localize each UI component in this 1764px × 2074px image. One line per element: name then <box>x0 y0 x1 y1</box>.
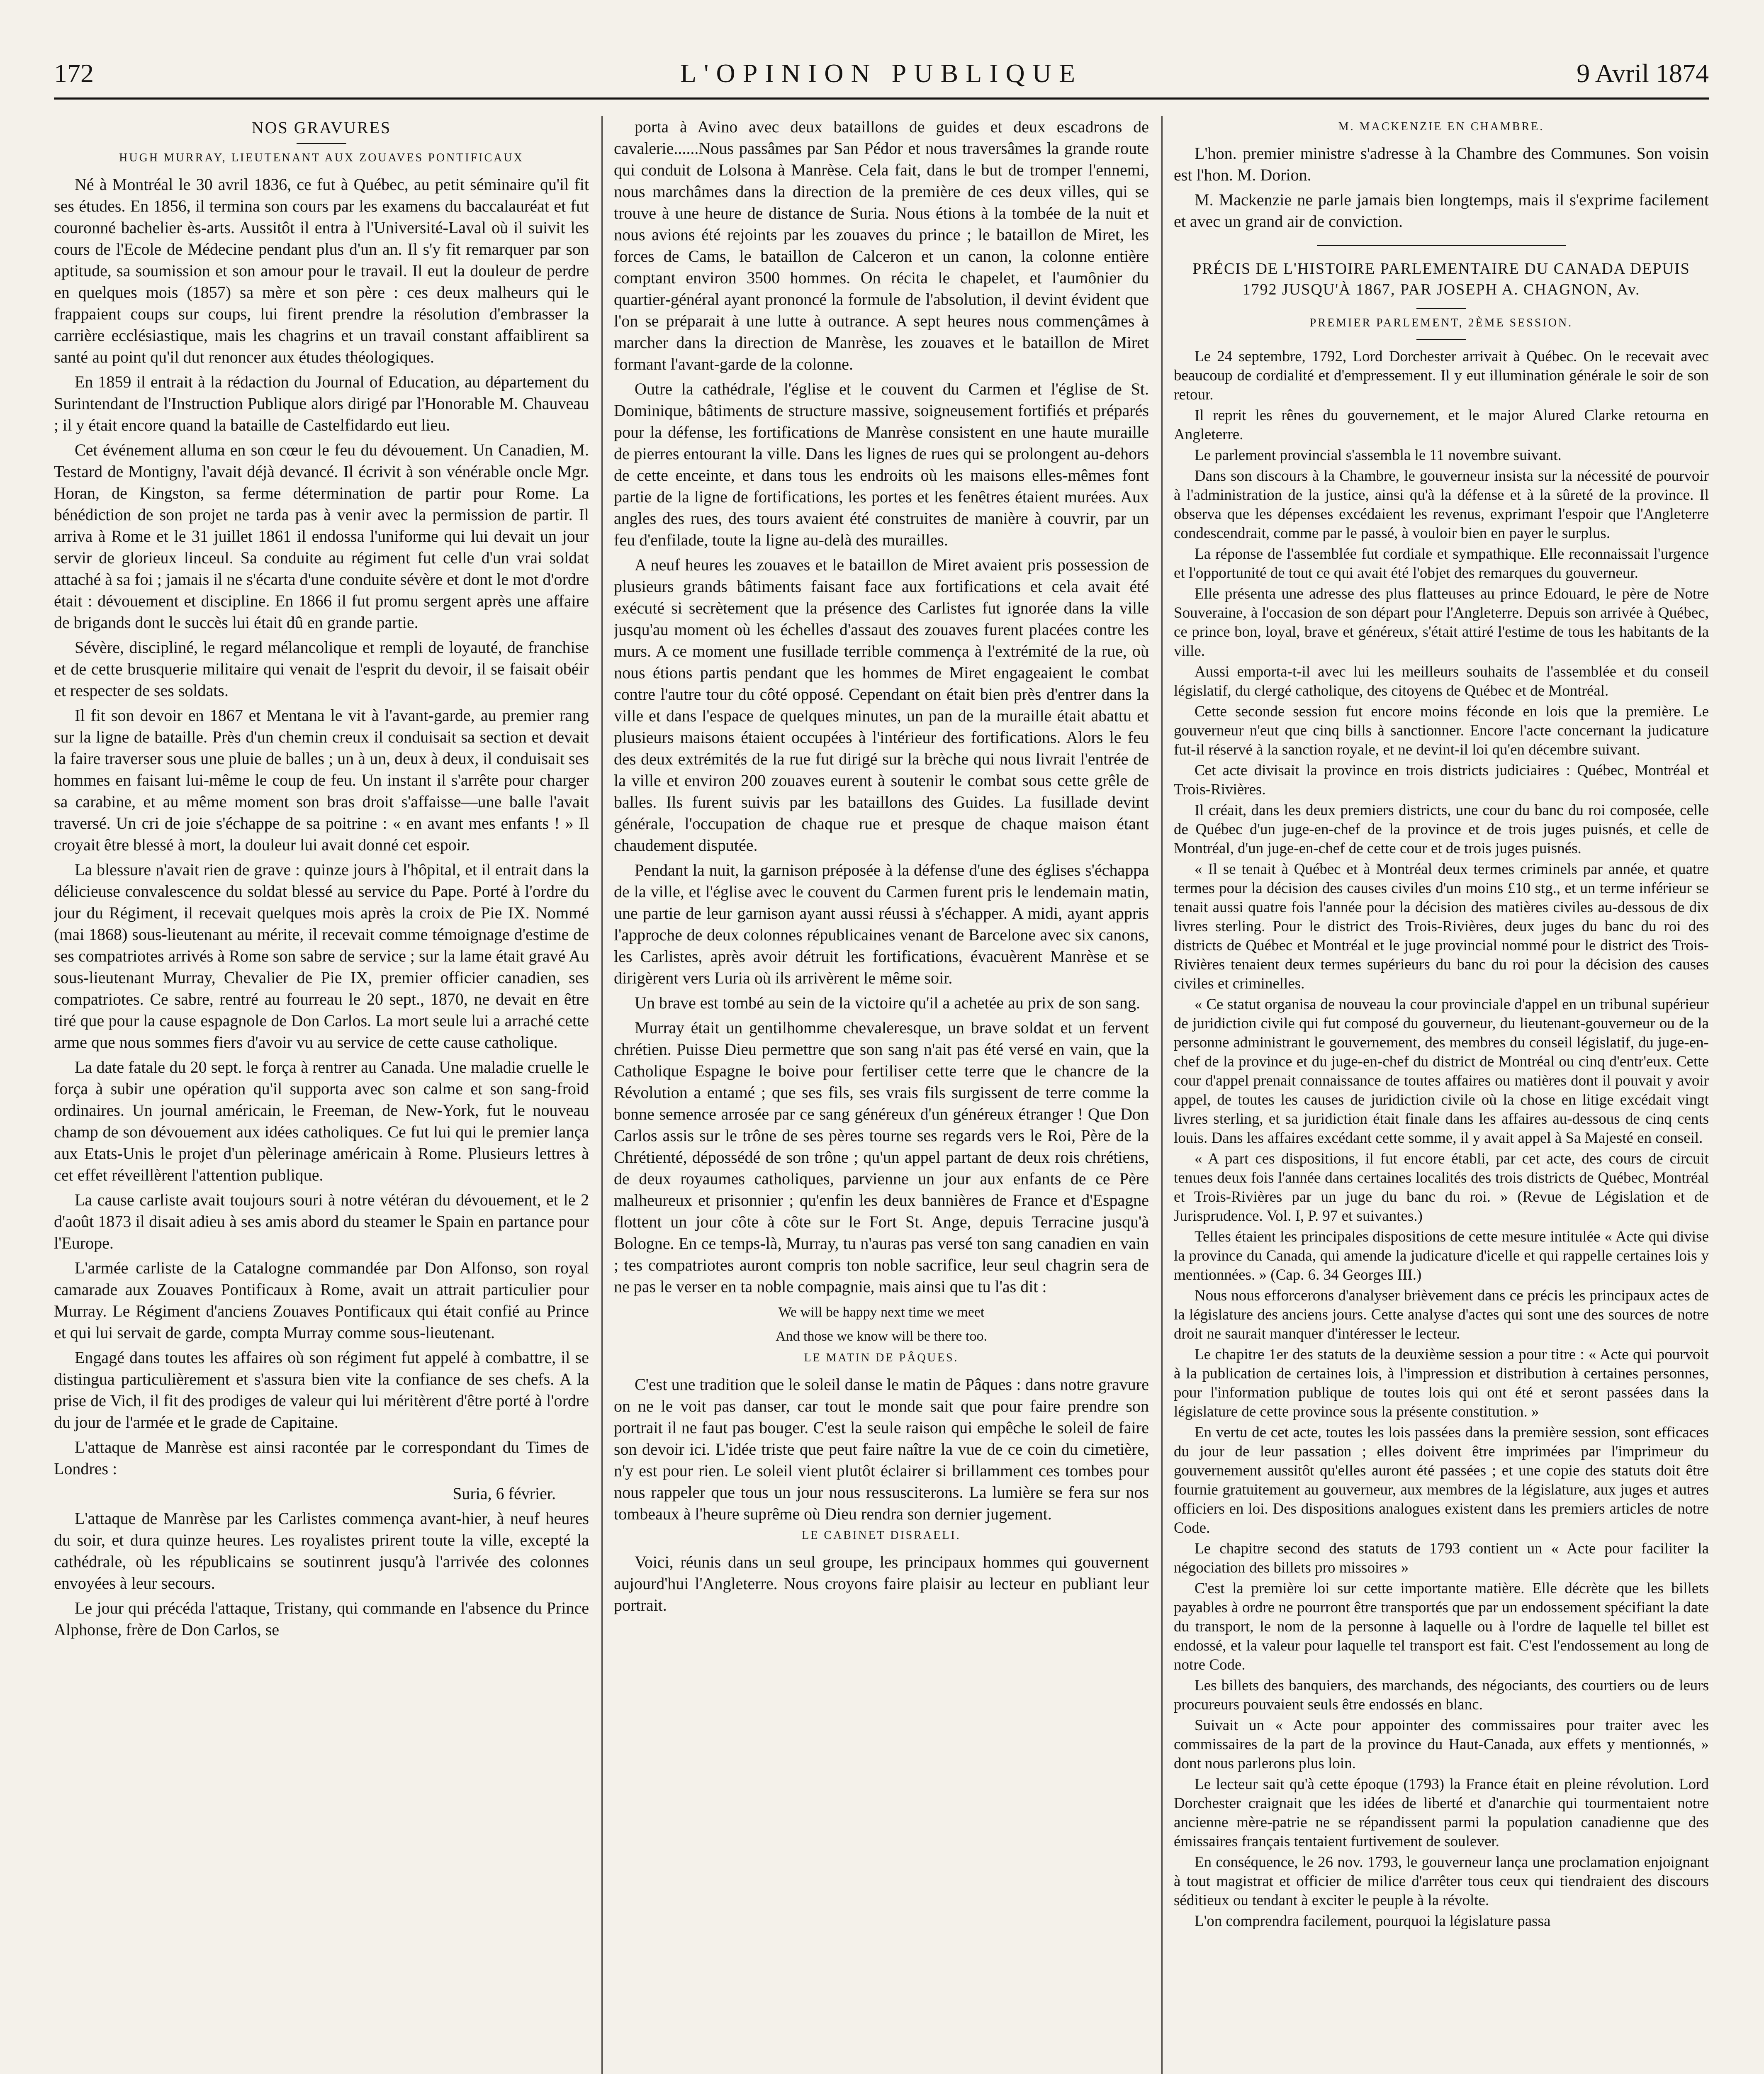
newspaper-title: L'OPINION PUBLIQUE <box>680 58 1083 88</box>
article-paragraph: L'armée carliste de la Catalogne commandée par Don Alfonso, son royal camarade aux Zouaves Pontificaux à Rome, avait un attrait particulier pour Murray. Le Régiment d'anciens Zouaves Pontificaux qui était confié au Prince et qui lui servait de garde, compta Murray comme sous-lieutenant. <box>54 1259 589 1342</box>
article-paragraph: Cet acte divisait la province en trois districts judiciaires : Québec, Montréal et Trois-Rivières. <box>1174 762 1709 798</box>
article-paragraph: Un brave est tombé au sein de la victoire qu'il a achetée au prix de son sang. <box>635 993 1141 1012</box>
article-heading: LE MATIN DE PÂQUES. <box>804 1351 959 1364</box>
article-body <box>1174 143 1709 232</box>
article-paragraph: Les billets des banquiers, des marchands, des négociants, des courtiers ou de leurs procureurs pouvaient seuls être endossés en blanc. <box>1174 1677 1709 1713</box>
article-paragraph: Elle présenta une adresse des plus flatteuses au prince Edouard, le père de Notre Souveraine, à l'occasion de son départ pour l'Angleterre. Depuis son arrivée à Québec, ce prince bon, loyal, brave et généreux, s'était attiré l'estime de tous les habitants de la ville. <box>1174 585 1709 660</box>
article-paragraph: M. Mackenzie ne parle jamais bien longtemps, mais il s'exprime facilement et avec un grand air de conviction. <box>1174 190 1709 231</box>
article-paragraph: Il créait, dans les deux premiers districts, une cour du banc du roi composée, celle de Québec d'un juge-en-chef de la province et de trois juges puisnés, et celle de Montréal, d'un juge-en-chef de cette cour et de trois juges puisnés. <box>1174 802 1709 857</box>
article-paragraph: La réponse de l'assemblée fut cordiale et sympathique. Elle reconnaissait l'urgence et l'opportunité de tout ce qui avait été l'objet des remarques du gouverneur. <box>1174 545 1709 582</box>
article-paragraph: Voici, réunis dans un seul groupe, les principaux hommes qui gouvernent aujourd'hui l'Angleterre. Nous croyons faire plaisir au lecteur en publiant leur portrait. <box>614 1553 1149 1614</box>
columns <box>54 116 1709 2074</box>
article-paragraph: La blessure n'avait rien de grave : quinze jours à l'hôpital, et il entrait dans la délicieuse convalescence du soldat blessé au service du Pape. Porté à l'ordre du jour du Régiment, il recevait quelques mois après la croix de Pie IX. Nommé (mai 1868) sous-lieutenant au mérite, il recevait comme témoignage d'estime de ses compatriotes arrivés à Rome son sabre de service ; sur la lame était gravé Au sous-lieutenant Murray, Chevalier de Pie IX, premier officier canadien, ses compatriotes. Ce sabre, rentré au fourreau le 20 sept., 1870, ne devait en être tiré que pour la cause espagnole de Don Carlos. La mort seule lui a arraché cette arme que nous sommes fiers d'avoir vu au service de cette cause catholique. <box>54 860 589 1052</box>
article-paragraph: L'attaque de Manrèse est ainsi racontée par le correspondant du Times de Londres : <box>54 1438 589 1478</box>
article-paragraph: « Il se tenait à Québec et à Montréal deux termes criminels par année, et quatre termes pour la décision des causes civiles d'un moins £10 stg., et un terme inférieur se tenait aussi quatre fois l'année pour la décision des matières civiles au-dessous de dix livres sterling. Pour le district des Trois-Rivières, deux juges du banc du roi des districts de Québec et Montréal et le juge provincial nommé pour le district des Trois-Rivières tenaient deux termes supérieurs du banc du roi pour la décision des causes civiles et criminelles. <box>1174 861 1709 992</box>
article-body <box>614 116 1149 1297</box>
article-paragraph: Dans son discours à la Chambre, le gouverneur insista sur la nécessité de pourvoir à l'administration de la justice, ainsi qu'à la défense et à la sûreté de la province. Il observa que les dépenses excédaient les revenus, exprimant l'espoir que l'Angleterre condescendrait, comme par le passé, à vouloir bien en payer le surplus. <box>1174 467 1709 542</box>
article-body <box>54 174 589 1480</box>
article-paragraph: porta à Avino avec deux bataillons de guides et deux escadrons de cavalerie......Nous passâmes par San Pédor et nous traversâmes la grande route qui conduit de Lolsona à Manrèse. Cela fait, dans le but de tromper l'ennemi, nous marchâmes dans la direction de la première de ces deux villes, qui se trouve à une heure de distance de Suria. Nous étions à la tombée de la nuit et nous avions été rejoints par les zouaves du prince ; le bataillon de Miret, les forces de Cams, le bataillon de Calceron et un canon, la colonne entière comptant environ 3500 hommes. On récita le chapelet, et l'aumônier du quartier-général ayant prononcé la formule de l'absolution, il devint évident que l'on se préparait à une lutte à outrance. A sept heures nous commençâmes à marcher dans la direction de Manrèse, les zouaves et le bataillon de Miret formant l'avant-garde de la colonne. <box>614 117 1149 373</box>
masthead <box>54 54 1709 104</box>
article-paragraph: Sévère, discipliné, le regard mélancolique et rempli de loyauté, de franchise et de cette brusquerie militaire qui venait de l'esprit du devoir, il se faisait obéir et respecter de ses soldats. <box>54 638 589 700</box>
article-paragraph: L'on comprendra facilement, pourquoi la législature passa <box>1195 1913 1551 1930</box>
article-paragraph: Telles étaient les principales dispositions de cette mesure intitulée « Acte qui divise la province du Canada, qui amende la judicature d'icelle et qui rappelle certaines lois y mentionnées. » (Cap. 6. 34 Georges III.) <box>1174 1228 1709 1283</box>
article-paragraph: « A part ces dispositions, il fut encore établi, par cet acte, des cours de circuit tenues deux fois l'année dans certaines localités des trois districts de Québec, Montréal et Trois-Rivières par un juge du banc du roi. » (Revue de Législation et de Jurisprudence. Vol. I, P. 97 et suivantes.) <box>1174 1150 1709 1224</box>
article-paragraph: Le parlement provincial s'assembla le 11 novembre suivant. <box>1195 447 1562 464</box>
article-title: PRÉCIS DE L'HISTOIRE PARLEMENTAIRE DU CANADA DEPUIS 1792 JUSQU'À 1867, PAR JOSEPH A. CHAGNON, Av. <box>1192 260 1690 298</box>
column-2 <box>614 116 1149 2074</box>
short-rule <box>297 143 346 144</box>
article-subheading: HUGH MURRAY, LIEUTENANT AUX ZOUAVES PONTIFICAUX <box>119 151 524 164</box>
article-paragraph: Murray était un gentilhomme chevaleresque, un brave soldat et un fervent chrétien. Puisse Dieu permettre que son sang n'ait pas été versé en vain, que la Catholique Espagne le boive pour fertiliser cette terre que le chancre de la Révolution a entamé ; que ses fils, ses vrais fils surgissent de terre comme la bonne semence arrosée par ce sang généreux d'un généreux étranger ! Que Don Carlos assis sur le trône de ses pères tourne ses regards vers le Roi, Père de la Chrétienté, dépossédé de son trône ; qu'un appel partant de deux rois chrétiens, de deux royaumes catholiques, parvienne un jour aux enfants de ce Père malheureux et prisonnier ; qu'enfin les deux bannières de France et d'Espagne flottent un jour côte à côte sur le Fort St. Ange, depuis Terracine jusqu'à Bologne. En ce temps-là, Murray, tu n'auras pas versé ton sang canadien en vain ; tes compatriotes auront compris ton noble sacrifice, leur seul chagrin sera de ne pas le verser en ta noble compagnie, mais ainsi que tu l'as dit : <box>614 1018 1149 1296</box>
short-rule <box>1416 339 1466 340</box>
article-paragraph: Le chapitre 1er des statuts de la deuxième session a pour titre : « Acte qui pourvoit à la publication de certaines lois, à l'impression et distribution à certaines personnes, pour l'information publique de toutes lois qui ont été et seront passées dans la législature de cette province sous la présente constitution. » <box>1174 1346 1709 1420</box>
article-paragraph: C'est la première loi sur cette importante matière. Elle décrète que les billets payables à ordre ne pourront être transportés que par un endossement spécifiant la date du transport, le nom de la personne à laquelle ou à l'ordre de laquelle tel billet est endossé, et la valeur pour laquelle tel transport est fait. C'est l'endossement au long de notre Code. <box>1174 1580 1709 1673</box>
article-paragraph: L'attaque de Manrèse par les Carlistes commença avant-hier, à neuf heures du soir, et dura quinze heures. Les royalistes prirent toute la ville, excepté la cathédrale, où les républicains se soutinrent jusqu'à l'arrivée des colonnes envoyées à leur secours. <box>54 1509 589 1592</box>
article-paragraph: Le 24 septembre, 1792, Lord Dorchester arrivait à Québec. On le recevait avec beaucoup de cordialité et d'empressement. Il y eut illumination générale le soir de son retour. <box>1174 348 1709 403</box>
article-paragraph: Cet événement alluma en son cœur le feu du dévouement. Un Canadien, M. Testard de Montigny, l'avait déjà devancé. Il écrivit à son vénérable oncle Mgr. Horan, de Kingston, sa ferme détermination de partir pour Rome. La bénédiction de son projet ne tarda pas à venir avec la permission de partir. Il arriva à Rome et le 31 juillet 1861 il endossa l'uniforme qui lui devait un jour servir de glorieux linceul. Sa conduite au régiment fut celle d'un vrai soldat attaché à sa foi ; jamais il ne s'écarta d'une conduite sévère et dont le mot d'ordre était : dévouement et discipline. En 1866 il fut promu sergent après une affaire de brigands dont le succès lui était dû en grande partie. <box>54 441 589 632</box>
verse-line: And those we know will be there too. <box>776 1329 987 1344</box>
article-paragraph: En conséquence, le 26 nov. 1793, le gouverneur lança une proclamation enjoignant à tout magistrat et officier de milice d'arrêter tous ceux qui tiendraient des discours séditieux ou tendant à exciter le peuple à la révolte. <box>1174 1854 1709 1909</box>
verse-line: We will be happy next time we meet <box>778 1305 985 1320</box>
article-paragraph: Engagé dans toutes les affaires où son régiment fut appelé à combattre, il se distingua particulièrement et s'assura bien vite la confiance de ses chefs. A la prise de Vich, il fit des prodiges de valeur qui lui méritèrent d'être porté à l'ordre du jour de l'armée et le grade de Capitaine. <box>54 1348 589 1431</box>
article-paragraph: Outre la cathédrale, l'église et le couvent du Carmen et l'église de St. Dominique, bâtiments de structure massive, soigneusement fortifiés et préparés pour la défense, les fortifications de Manrèse consistent en une haute muraille de pierres entourant la ville. Dans les lignes de rues qui se prolongent au-dehors de cette enceinte, et dans tous les endroits où les maisons elles-mêmes font partie de la ligne de fortifications, les portes et les fenêtres étaient murées. Aux angles des rues, des tours avaient été construites de manière à couvrir, par un feu d'enfilade, toute la ligne au-delà des murailles. <box>614 380 1149 549</box>
article-paragraph: La cause carliste avait toujours souri à notre vétéran du dévouement, et le 2 d'août 1873 il disait adieu à ses amis abord du steamer le Spain en partance pour l'Europe. <box>54 1190 589 1252</box>
article-paragraph: « Ce statut organisa de nouveau la cour provinciale d'appel en un tribunal supérieur de juridiction civile qui fut composé du gouverneur, du lieutenant-gouverneur ou de la personne administrant le gouvernement, des membres du conseil législatif, du juge-en-chef de la province et du juge-en-chef du district de Montréal ou cinq d'entr'eux. Cette cour d'appel prenait connaissance de toutes affaires ou matières dont il pouvait y avoir appel, de toutes les causes de juridiction civile où la chose en litige excédait vingt livres sterling, et sa juridiction était finale dans les affaires au-dessous de cinq cents louis. Dans les affaires excédant cette somme, il y avait appel à Sa Majesté en conseil. <box>1174 996 1709 1147</box>
article-body <box>1174 347 1709 1931</box>
article-paragraph: Cette seconde session fut encore moins féconde en lois que la première. Le gouverneur n'eut que cinq bills à sanctionner. Encore l'acte concernant la judicature fut-il réservé à la sanction royale, et ne devint-il loi qu'en décembre suivant. <box>1174 703 1709 758</box>
article-paragraph: Le lecteur sait qu'à cette époque (1793) la France était en pleine révolution. Lord Dorchester craignait que les idées de liberté et d'anarchie qui tourmentaient notre ancienne mère-patrie ne se répandissent parmi la population canadienne que des émissaires français tentaient furtivement de soulever. <box>1174 1776 1709 1850</box>
short-rule <box>1416 308 1466 309</box>
newspaper-page <box>54 54 1709 2074</box>
column-rule <box>1161 116 1163 2074</box>
dateline: Suria, 6 février. <box>453 1484 556 1503</box>
article-paragraph: Il fit son devoir en 1867 et Mentana le vit à l'avant-garde, au premier rang sur la ligne de bataille. Près d'un chemin creux il conduisait sa section et devait la faire traverser sous une pluie de balles ; un à un, deux à deux, il conduisait ses hommes en faisant lui-même le coup de feu. Un instant il s'arrête pour charger sa carabine, et au même moment son bras droit s'affaisse—une balle l'avait traversé. Un cri de joie s'échappe de sa poitrine : « en avant mes enfants ! » Il croyait être blessé à mort, la douleur lui avait donné cet espoir. <box>54 706 589 854</box>
header-rule <box>54 97 1709 100</box>
divider-rule <box>1317 245 1566 246</box>
article-paragraph: Pendant la nuit, la garnison préposée à la défense d'une des églises s'échappa de la ville, et l'église avec le couvent du Carmen furent pris le lendemain matin, une partie de leur garnison ayant aussi réussi à s'échapper. A midi, ayant appris l'approche de deux colonnes républicaines venant de Barcelone avec six canons, les Carlistes, après avoir détruit les fortifications, évacuèrent Manrèse et se dirigèrent vers Luria où ils arrivèrent le même soir. <box>614 861 1149 987</box>
article-paragraph: Nous nous efforcerons d'analyser brièvement dans ce précis les principaux actes de la législature des anciens jours. Cette analyse d'actes qui sont une des sources de notre droit ne saurait manquer d'intéresser le lecteur. <box>1174 1287 1709 1342</box>
column-rule <box>601 116 603 2074</box>
article-paragraph: Suivait un « Acte pour appointer des commissaires pour traiter avec les commissaires de la part de la province du Haut-Canada, aux effets y mentionnés, » dont nous parlerons plus loin. <box>1174 1717 1709 1772</box>
article-paragraph: A neuf heures les zouaves et le bataillon de Miret avaient pris possession de plusieurs grands bâtiments faisant face aux fortifications et cela avait été exécuté si secrètement que la présence des Carlistes fut ignorée dans la ville jusqu'au moment où les échelles d'assaut des zouaves furent placées contre les murs. A ce moment une fusillade terrible commença à l'extrémité de la rue, où nous étions partis pendant que les hommes de Miret engageaient le combat contre l'autre tour du côté opposé. Cependant on était bien près d'entrer dans la ville et dans l'espace de quelques minutes, un pan de la muraille était abattu et plusieurs maisons étaient occupées à l'intérieur des fortifications. Alors le feu des deux extrémités de la rue fut dirigé sur la brèche qui nous livrait l'entrée de la ville et environ 200 zouaves eurent à soutenir le combat sous cette grêle de balles. Ils furent suivis par les bataillons des Guides. La fusillade devint générale, l'occupation de chaque rue et presque de chaque maison étant chaudement disputée. <box>614 555 1149 854</box>
column-3 <box>1174 116 1709 2074</box>
article-paragraph: C'est une tradition que le soleil danse le matin de Pâques : dans notre gravure on ne le voit pas danser, car tout le monde sait que pour faire prendre son portrait il ne faut pas bouger. C'est la seule raison qui empêche le soleil de faire son devoir ici. L'idée triste que peut faire naître la vue de ce coin du cimetière, n'y est pour rien. Le soleil vient plutôt éclairer si brillamment ces tombes pour nous rappeler que tous un jour nous ressusciterons. La lumière se fera sur nos tombeaux à l'heure suprême où Dieu rendra son dernier jugement. <box>614 1375 1149 1523</box>
article-paragraph: Le jour qui précéda l'attaque, Tristany, qui commande en l'absence du Prince Alphonse, frère de Don Carlos, se <box>54 1599 589 1639</box>
article-heading: M. MACKENZIE EN CHAMBRE. <box>1338 120 1545 133</box>
article-paragraph: Il reprit les rênes du gouvernement, et le major Alured Clarke retourna en Angleterre. <box>1174 407 1709 443</box>
article-paragraph: L'hon. premier ministre s'adresse à la Chambre des Communes. Son voisin est l'hon. M. Dorion. <box>1174 144 1709 184</box>
issue-date: 9 Avril 1874 <box>1577 58 1709 88</box>
article-paragraph: Le chapitre second des statuts de 1793 contient un « Acte pour faciliter la négociation des billets pro missoires » <box>1174 1540 1709 1576</box>
article-paragraph: En 1859 il entrait à la rédaction du Journal of Education, au département du Surintendant de l'Instruction Publique alors dirigé par l'Honorable M. Chauveau ; il y était encore quand la bataille de Castelfidardo eut lieu. <box>54 372 589 434</box>
article-body-continued <box>54 1508 589 1641</box>
article-subheading: PREMIER PARLEMENT, 2ÈME SESSION. <box>1309 316 1573 329</box>
article-paragraph: Né à Montréal le 30 avril 1836, ce fut à Québec, au petit séminaire qu'il fit ses études. En 1856, il termina son cours par les examens du baccalauréat et fut couronné bachelier ès-arts. Aussitôt il entra à l'Université-Laval où il suivit les cours de l'Ecole de Médecine pendant plus d'un an. Il s'y fit remarquer par son aptitude, sa soumission et son amour pour le travail. Il eut la douleur de perdre en quelques mois (1857) sa mère et son père : ces deux malheurs qui le frappaient coups sur coups, lui firent prendre la résolution d'embrasser la carrière ecclésiastique, mais les chagrins et un travail constant affaiblirent sa santé au point qu'il dut renoncer aux études théologiques. <box>54 175 589 366</box>
article-paragraph: Aussi emporta-t-il avec lui les meilleurs souhaits de l'assemblée et du conseil législatif, du clergé catholique, des citoyens de Québec et de Montréal. <box>1174 663 1709 699</box>
page-number: 172 <box>54 58 94 88</box>
article-heading: LE CABINET DISRAELI. <box>802 1529 961 1542</box>
section-heading: NOS GRAVURES <box>251 118 392 137</box>
article-paragraph: La date fatale du 20 sept. le força à rentrer au Canada. Une maladie cruelle le força à subir une opération qu'il supporta avec son calme et son sang-froid ordinaires. Un journal américain, le Freeman, de New-York, fut le nouveau champ de son dévouement aux idées catholiques. Ce fut lui qui le premier lança aux Etats-Unis le projet d'un pèlerinage américain à Rome. Plusieurs lettres à cet effet réveillèrent l'attention publique. <box>54 1058 589 1184</box>
article-paragraph: En vertu de cet acte, toutes les lois passées dans la première session, sont efficaces du jour de leur passation ; elles doivent être imprimées par l'imprimeur du gouvernement aussitôt qu'elles auront été passées ; et une copie des statuts doit être fournie gratuitement au gouverneur, aux membres de la législature, aux juges et autres officiers en loi. Des dispositions analogues existent dans les premiers articles de notre Code. <box>1174 1424 1709 1536</box>
column-1 <box>54 116 589 2074</box>
